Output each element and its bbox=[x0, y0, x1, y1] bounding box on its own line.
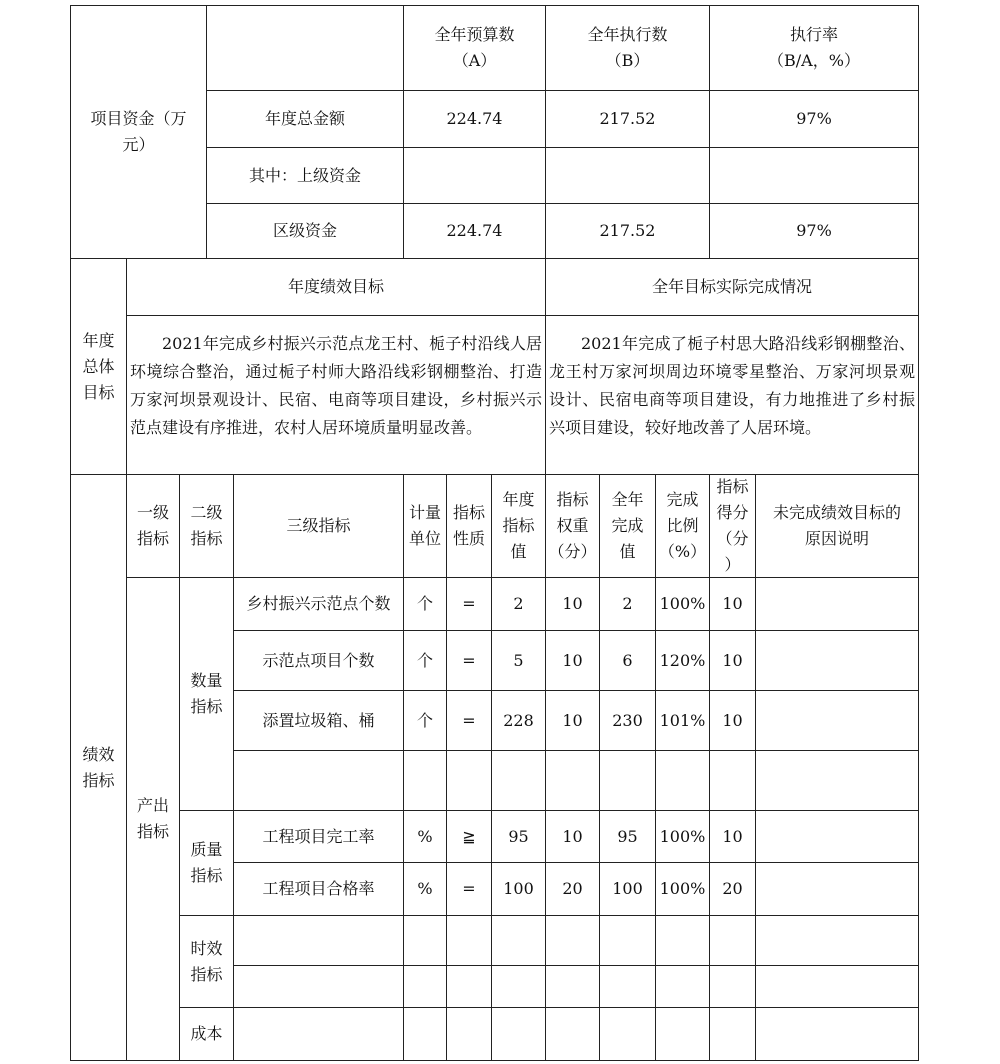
indicator-weight bbox=[545, 577, 600, 631]
indicator-score bbox=[709, 965, 756, 1008]
funds-row-rate bbox=[709, 203, 919, 259]
level2-header bbox=[179, 474, 234, 578]
indicator-score bbox=[709, 1007, 756, 1061]
indicator-unit bbox=[403, 750, 447, 811]
indicator-reason bbox=[755, 630, 919, 691]
indicator-name bbox=[233, 690, 404, 751]
level2-quantity bbox=[179, 577, 234, 811]
level1-output-text: 产出 指标 bbox=[136, 796, 169, 841]
indicator-reason bbox=[755, 810, 919, 863]
indicator-score bbox=[709, 750, 756, 811]
annual_value-header-text: 年度 指标 值 bbox=[502, 490, 535, 561]
indicator-reason bbox=[755, 690, 919, 751]
funds-row-rate-text: 97% bbox=[796, 109, 832, 128]
indicator-name bbox=[233, 965, 404, 1008]
indicator-reason bbox=[755, 862, 919, 916]
indicator-value bbox=[491, 862, 546, 916]
executed-header bbox=[545, 5, 710, 91]
indicator-unit-text: 个 bbox=[416, 650, 433, 670]
indicator-name bbox=[233, 862, 404, 916]
indicator-reason bbox=[755, 915, 919, 966]
funds-row-label-text: 区级资金 bbox=[272, 221, 337, 240]
indicator-weight bbox=[545, 750, 600, 811]
ratio-header bbox=[655, 474, 710, 578]
indicator-nature-text: = bbox=[462, 650, 476, 670]
indicator-value-text: 228 bbox=[503, 710, 534, 730]
level1-output bbox=[126, 577, 180, 1061]
weight-header-text: 指标 权重 （分） bbox=[548, 490, 597, 561]
actual-header bbox=[545, 258, 919, 316]
indicator-value bbox=[491, 915, 546, 966]
indicator-nature bbox=[446, 965, 492, 1008]
rate-header bbox=[709, 5, 919, 91]
indicator-ratio bbox=[655, 630, 710, 691]
indicator-ratio bbox=[655, 750, 710, 811]
indicator-weight-text: 10 bbox=[562, 594, 583, 613]
indicator-ratio-text: 120% bbox=[659, 650, 706, 670]
level2-cost-text: 成本 bbox=[190, 1024, 223, 1043]
actual-text bbox=[545, 315, 919, 475]
funds-row-label bbox=[206, 203, 404, 259]
indicator-score-text: 10 bbox=[722, 710, 743, 730]
indicator-ratio bbox=[655, 810, 710, 863]
funds-row-rate bbox=[709, 90, 919, 148]
indicator-weight bbox=[545, 810, 600, 863]
indicator-score bbox=[709, 810, 756, 863]
indicator-completed-text: 95 bbox=[617, 826, 638, 846]
funds-row-executed bbox=[545, 203, 710, 259]
indicator-name bbox=[233, 630, 404, 691]
nature-header bbox=[446, 474, 492, 578]
indicators-label-text: 绩效 指标 bbox=[82, 744, 115, 790]
score-header bbox=[709, 474, 756, 578]
indicator-nature-text: = bbox=[462, 594, 476, 613]
indicator-reason bbox=[755, 750, 919, 811]
indicator-unit-text: 个 bbox=[416, 710, 433, 730]
indicator-unit bbox=[403, 577, 447, 631]
indicator-name bbox=[233, 750, 404, 811]
indicator-nature-text: = bbox=[462, 710, 476, 730]
indicator-score-text: 10 bbox=[722, 650, 743, 670]
rate-header-text: 执行率 （B/A，%） bbox=[768, 25, 860, 70]
indicator-name-text: 乡村振兴示范点个数 bbox=[246, 594, 391, 613]
indicator-score bbox=[709, 577, 756, 631]
indicator-name-text: 工程项目完工率 bbox=[262, 826, 375, 846]
funds-row-label bbox=[206, 147, 404, 204]
target-header-text: 年度绩效目标 bbox=[287, 277, 384, 296]
level3-header bbox=[233, 474, 404, 578]
indicator-value-text: 100 bbox=[503, 879, 534, 898]
level2-timeliness-text: 时效 指标 bbox=[190, 938, 223, 984]
indicator-score bbox=[709, 630, 756, 691]
indicator-completed bbox=[599, 915, 656, 966]
level3-header-text: 三级指标 bbox=[286, 516, 351, 535]
target-text bbox=[126, 315, 546, 475]
reason-header-text: 未完成绩效目标的 原因说明 bbox=[772, 503, 901, 548]
indicator-weight-text: 10 bbox=[562, 710, 583, 730]
indicator-score-text: 10 bbox=[722, 594, 743, 613]
indicator-name bbox=[233, 915, 404, 966]
level1-header-text: 一级 指标 bbox=[136, 503, 169, 548]
funds-row-executed-text: 217.52 bbox=[599, 221, 656, 240]
funds-row-rate-text: 97% bbox=[796, 221, 832, 240]
indicator-name bbox=[233, 1007, 404, 1061]
indicator-value bbox=[491, 690, 546, 751]
indicator-completed-text: 100 bbox=[612, 879, 643, 898]
indicator-completed bbox=[599, 965, 656, 1008]
indicator-nature bbox=[446, 1007, 492, 1061]
indicator-weight bbox=[545, 965, 600, 1008]
reason-header bbox=[755, 474, 919, 578]
indicator-value bbox=[491, 810, 546, 863]
indicator-reason bbox=[755, 965, 919, 1008]
funds-row-budget-text: 224.74 bbox=[446, 109, 503, 128]
indicator-unit bbox=[403, 690, 447, 751]
level2-timeliness bbox=[179, 915, 234, 1008]
level1-header bbox=[126, 474, 180, 578]
indicator-value bbox=[491, 750, 546, 811]
indicator-nature bbox=[446, 577, 492, 631]
goals-label-text: 年度 总体 目标 bbox=[82, 330, 115, 402]
budget-header-text: 全年预算数 （A） bbox=[434, 25, 515, 70]
target-header bbox=[126, 258, 546, 316]
indicator-weight bbox=[545, 630, 600, 691]
indicator-ratio bbox=[655, 577, 710, 631]
level2-cost bbox=[179, 1007, 234, 1061]
indicator-ratio-text: 100% bbox=[659, 826, 706, 846]
budget-header bbox=[403, 5, 546, 91]
executed-header-text: 全年执行数 （B） bbox=[587, 25, 668, 70]
level2-quality bbox=[179, 810, 234, 916]
indicator-weight bbox=[545, 915, 600, 966]
indicator-weight bbox=[545, 1007, 600, 1061]
funds-label bbox=[70, 5, 207, 259]
actual-text-text: 2021年完成了栀子村思大路沿线彩钢棚整治、龙王村万家河坝周边环境零星整治、万家河坝景观设计、民宿电商等项目建设，有力地推进了乡村振兴项目建设，较好地改善了人居环境。 bbox=[549, 334, 915, 437]
completed_value-header-text: 全年 完成 值 bbox=[611, 490, 644, 561]
funds-row-label-text: 年度总金额 bbox=[264, 109, 345, 128]
indicator-value bbox=[491, 965, 546, 1008]
indicator-name bbox=[233, 810, 404, 863]
funds-row-executed bbox=[545, 90, 710, 148]
indicator-unit bbox=[403, 1007, 447, 1061]
indicator-ratio bbox=[655, 862, 710, 916]
indicator-ratio bbox=[655, 915, 710, 966]
indicator-completed bbox=[599, 630, 656, 691]
funds-row-budget bbox=[403, 147, 546, 204]
funds-row-budget-text: 224.74 bbox=[446, 221, 503, 240]
funds-row-budget bbox=[403, 203, 546, 259]
indicator-completed bbox=[599, 1007, 656, 1061]
indicator-completed-text: 6 bbox=[622, 650, 633, 670]
indicator-completed bbox=[599, 750, 656, 811]
indicator-completed bbox=[599, 862, 656, 916]
indicator-completed bbox=[599, 690, 656, 751]
level2-quality-text: 质量 指标 bbox=[190, 840, 223, 885]
indicator-value-text: 5 bbox=[513, 650, 524, 670]
indicator-nature bbox=[446, 862, 492, 916]
indicator-weight bbox=[545, 862, 600, 916]
actual-header-text: 全年目标实际完成情况 bbox=[651, 277, 812, 296]
annual_value-header bbox=[491, 474, 546, 578]
indicator-ratio-text: 100% bbox=[659, 879, 706, 898]
indicator-unit-text: % bbox=[417, 879, 433, 898]
indicator-ratio bbox=[655, 690, 710, 751]
indicator-completed bbox=[599, 810, 656, 863]
indicator-value bbox=[491, 1007, 546, 1061]
indicator-unit bbox=[403, 965, 447, 1008]
indicator-name-text: 工程项目合格率 bbox=[262, 879, 375, 898]
indicators-label bbox=[70, 474, 127, 1061]
indicator-nature bbox=[446, 630, 492, 691]
indicator-unit bbox=[403, 862, 447, 916]
funds-row-label-text: 其中：上级资金 bbox=[248, 165, 361, 185]
indicator-unit bbox=[403, 630, 447, 691]
indicator-nature-text: = bbox=[462, 879, 476, 898]
funds-header-blank bbox=[206, 5, 404, 91]
indicator-ratio-text: 101% bbox=[659, 710, 706, 730]
indicator-score bbox=[709, 690, 756, 751]
score-header-text: 指标 得分 （分 ） bbox=[716, 477, 749, 574]
indicator-value bbox=[491, 577, 546, 631]
indicator-score-text: 10 bbox=[722, 826, 743, 846]
completed_value-header bbox=[599, 474, 656, 578]
indicator-ratio bbox=[655, 1007, 710, 1061]
weight-header bbox=[545, 474, 600, 578]
indicator-weight bbox=[545, 690, 600, 751]
level2-header-text: 二级 指标 bbox=[190, 503, 223, 548]
funds-label-text: 项目资金（万 元） bbox=[90, 109, 187, 154]
indicator-reason bbox=[755, 1007, 919, 1061]
target-text-text: 2021年完成乡村振兴示范点龙王村、栀子村沿线人居环境综合整治，通过栀子村师大路沿线彩钢棚整治、打造万家河坝景观设计、民宿、电商等项目建设，乡村振兴示范点建设有序推进，农村人居环境质量明显改善。 bbox=[130, 334, 542, 437]
unit-header bbox=[403, 474, 447, 578]
indicator-completed bbox=[599, 577, 656, 631]
unit-header-text: 计量 单位 bbox=[408, 503, 441, 548]
indicator-score-text: 20 bbox=[722, 879, 743, 898]
level2-quantity-text: 数量 指标 bbox=[190, 671, 223, 716]
indicator-reason bbox=[755, 577, 919, 631]
indicator-weight-text: 10 bbox=[562, 826, 583, 846]
ratio-header-text: 完成 比例 （%） bbox=[658, 490, 707, 561]
indicator-completed-text: 230 bbox=[612, 710, 643, 730]
indicator-score bbox=[709, 915, 756, 966]
indicator-nature bbox=[446, 810, 492, 863]
indicator-score bbox=[709, 862, 756, 916]
funds-row-executed-text: 217.52 bbox=[599, 109, 656, 128]
funds-row-budget bbox=[403, 90, 546, 148]
nature-header-text: 指标 性质 bbox=[452, 503, 485, 548]
indicator-nature bbox=[446, 915, 492, 966]
indicator-unit bbox=[403, 915, 447, 966]
indicator-value bbox=[491, 630, 546, 691]
indicator-unit bbox=[403, 810, 447, 863]
indicator-nature bbox=[446, 750, 492, 811]
indicator-ratio-text: 100% bbox=[659, 594, 706, 613]
indicator-name bbox=[233, 577, 404, 631]
funds-row-executed bbox=[545, 147, 710, 204]
indicator-weight-text: 10 bbox=[562, 650, 583, 670]
indicator-unit-text: % bbox=[417, 826, 433, 846]
indicator-ratio bbox=[655, 965, 710, 1008]
indicator-nature-text: ≧ bbox=[462, 826, 476, 846]
indicator-name-text: 示范点项目个数 bbox=[262, 650, 375, 670]
indicator-weight-text: 20 bbox=[562, 879, 583, 898]
indicator-value-text: 95 bbox=[508, 826, 529, 846]
funds-row-label bbox=[206, 90, 404, 148]
indicator-value-text: 2 bbox=[513, 594, 524, 613]
indicator-completed-text: 2 bbox=[622, 594, 633, 613]
indicator-name-text: 添置垃圾箱、桶 bbox=[262, 710, 375, 730]
indicator-nature bbox=[446, 690, 492, 751]
funds-row-rate bbox=[709, 147, 919, 204]
indicator-unit-text: 个 bbox=[416, 594, 433, 613]
goals-label bbox=[70, 258, 127, 475]
